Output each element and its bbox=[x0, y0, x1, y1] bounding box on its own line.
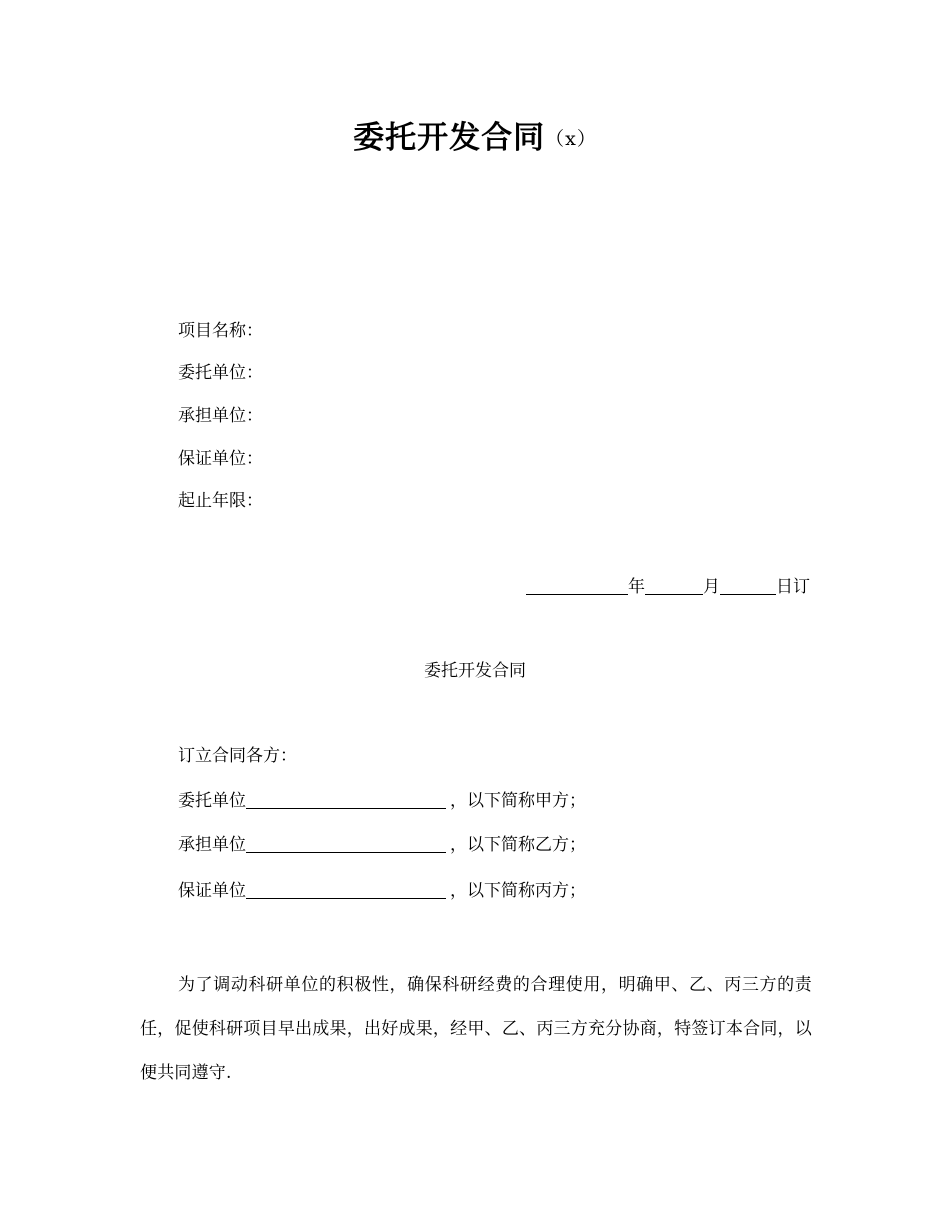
party-suffix: ，以下简称丙方； bbox=[450, 881, 586, 901]
field-project-name: 项目名称： bbox=[178, 321, 263, 341]
month-blank bbox=[645, 578, 703, 595]
day-blank bbox=[720, 578, 776, 595]
party-suffix: ，以下简称乙方； bbox=[450, 835, 586, 855]
party-suffix: ，以下简称甲方； bbox=[450, 791, 586, 811]
party-blank bbox=[246, 836, 446, 853]
parties-heading: 订立合同各方： bbox=[178, 746, 297, 766]
field-client-unit: 委托单位： bbox=[178, 363, 263, 383]
party-client bbox=[178, 790, 586, 812]
party-label: 保证单位 bbox=[178, 881, 246, 901]
party-label: 委托单位 bbox=[178, 791, 246, 811]
day-label: 日订 bbox=[776, 577, 810, 597]
party-label: 承担单位 bbox=[178, 835, 246, 855]
party-guarantor bbox=[178, 880, 586, 902]
document-title-suffix: （x） bbox=[545, 128, 597, 150]
party-contractor bbox=[178, 834, 586, 856]
preamble-paragraph: 为了调动科研单位的积极性，确保科研经费的合理使用，明确甲、乙、丙三方的责任，促使科研项目早出成果，出好成果，经甲、乙、丙三方充分协商，特签订本合同，以便共同遵守. bbox=[140, 975, 812, 1083]
party-blank bbox=[246, 792, 446, 809]
party-blank bbox=[246, 882, 446, 899]
month-label: 月 bbox=[703, 577, 720, 597]
signing-date bbox=[526, 576, 810, 598]
year-blank bbox=[526, 578, 628, 595]
field-guarantor-unit: 保证单位： bbox=[178, 449, 263, 469]
field-period: 起止年限： bbox=[178, 491, 263, 511]
year-label: 年 bbox=[628, 577, 645, 597]
document-title-text: 委托开发合同 bbox=[353, 120, 546, 156]
contract-subtitle: 委托开发合同 bbox=[424, 661, 526, 681]
field-contractor-unit: 承担单位： bbox=[178, 406, 263, 426]
document-title bbox=[0, 112, 950, 157]
